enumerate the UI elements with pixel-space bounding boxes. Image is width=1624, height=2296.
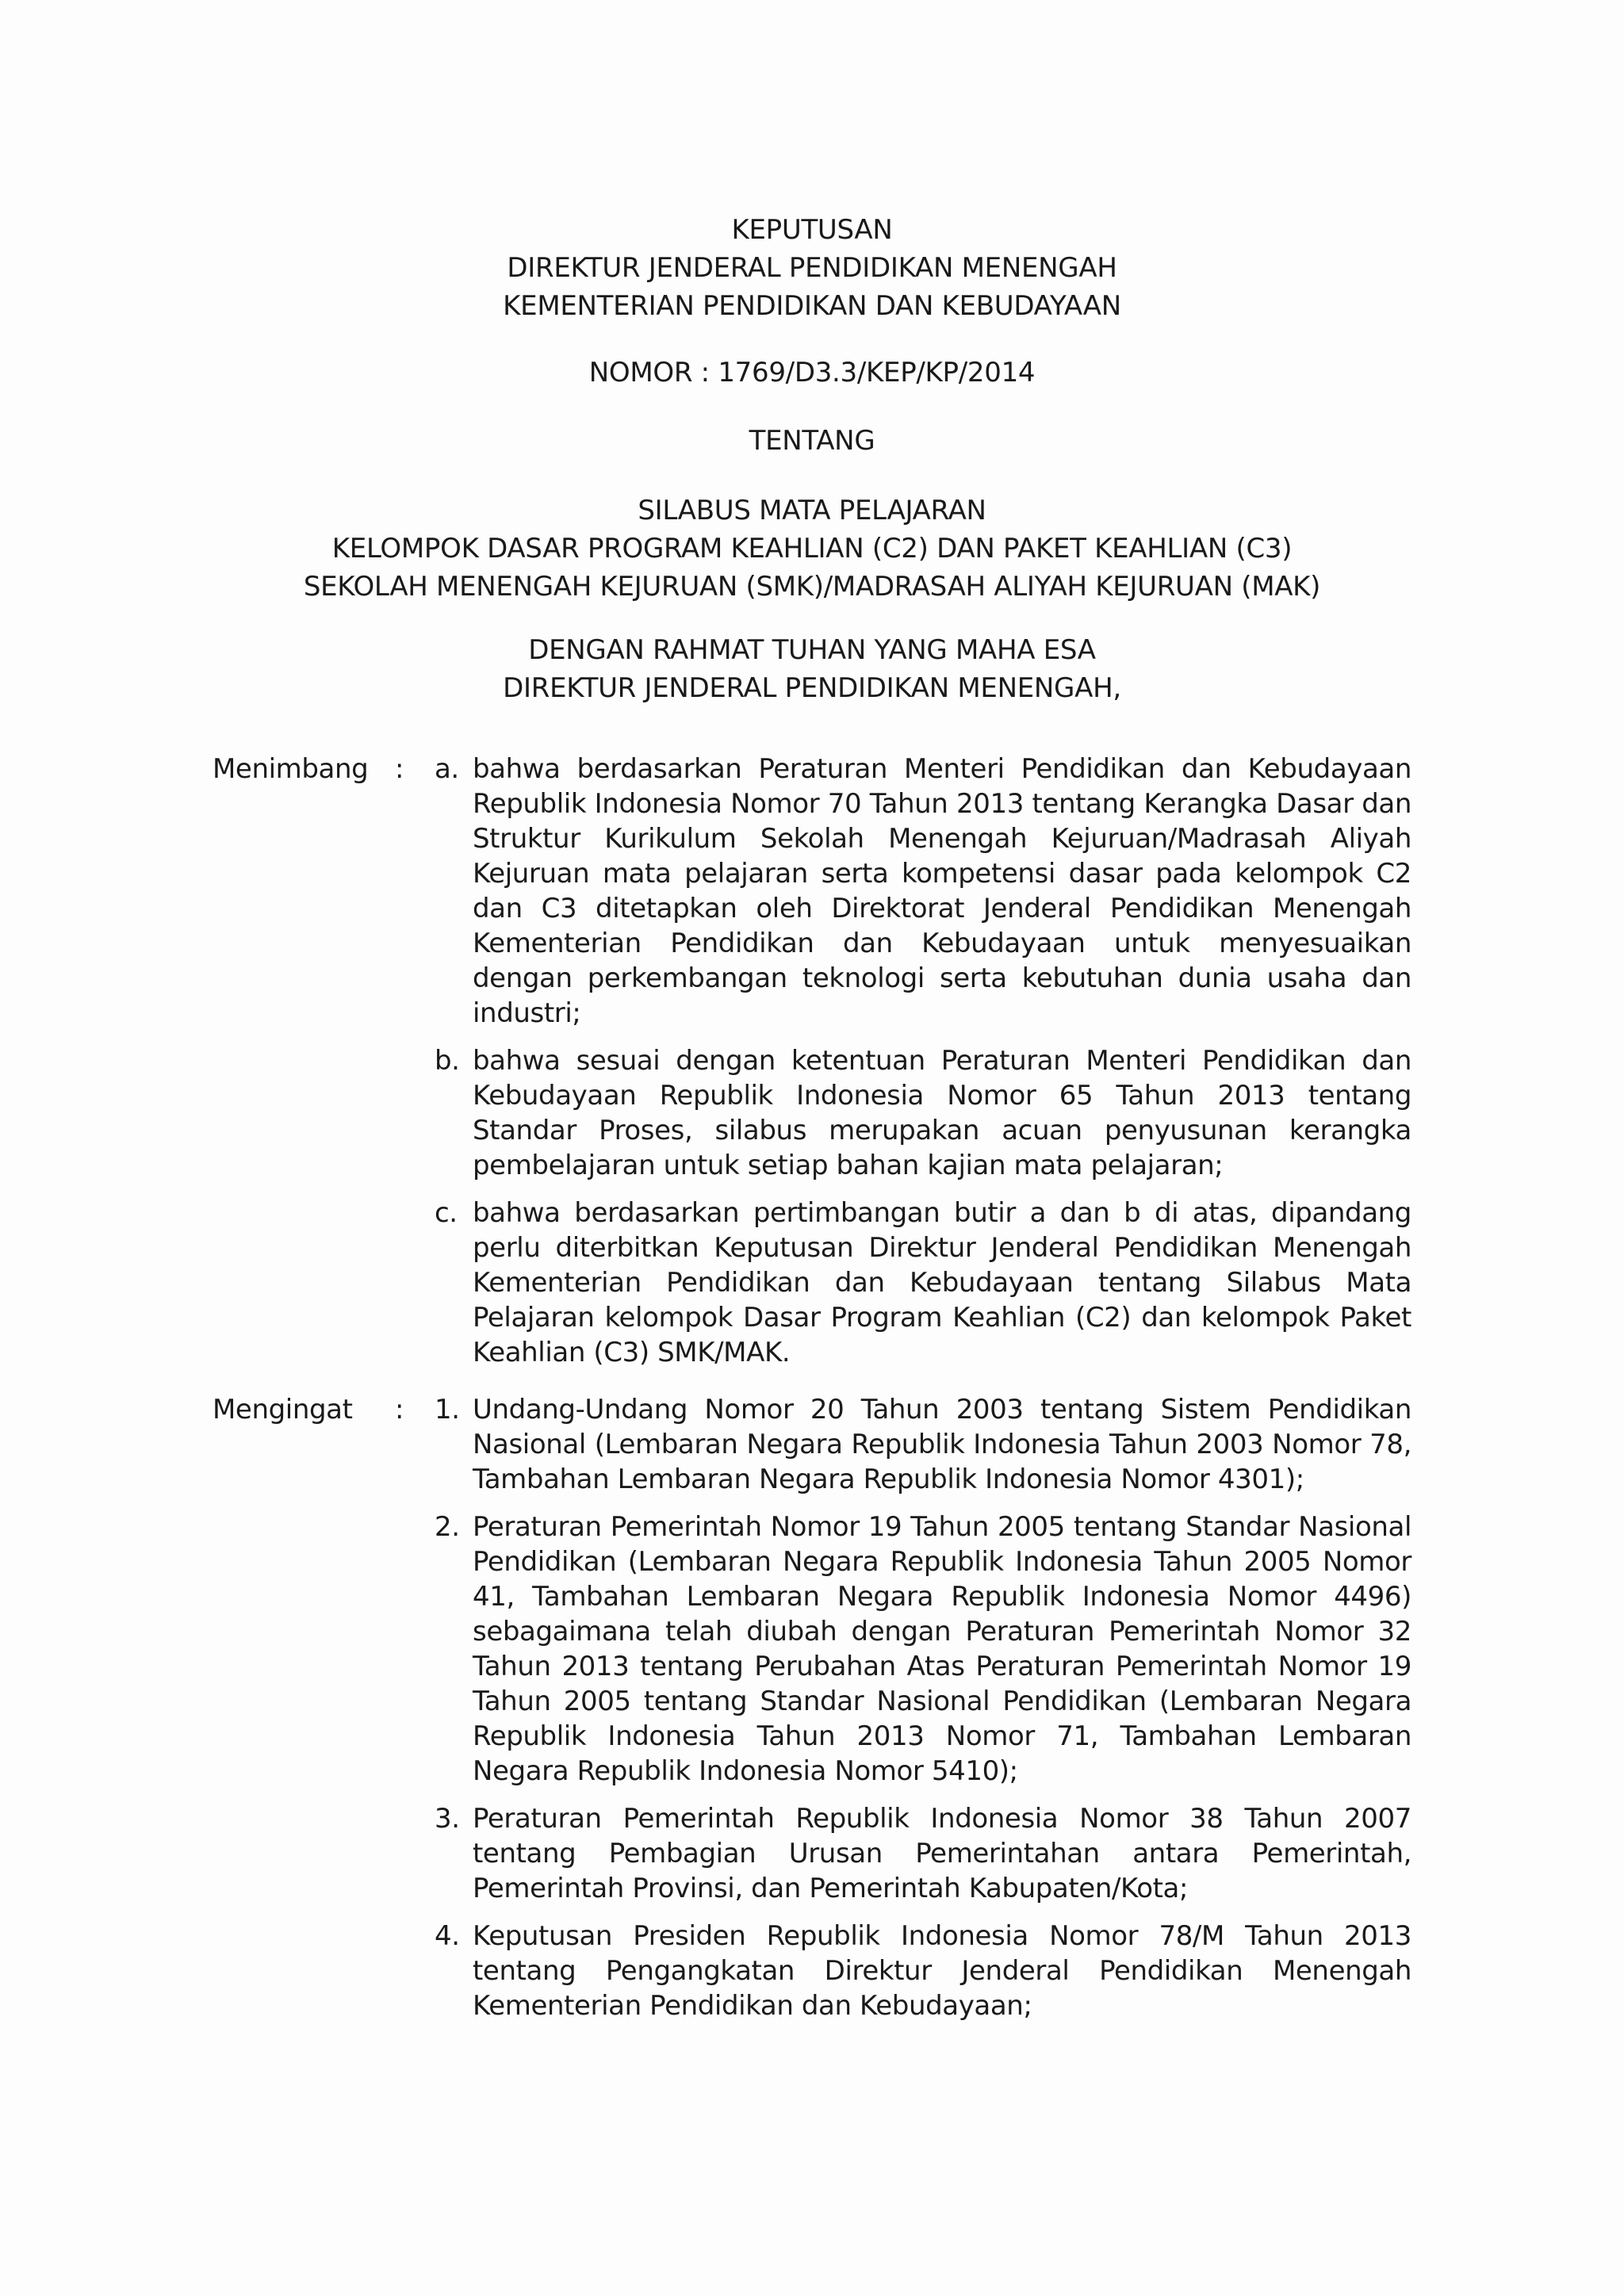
- title-issuer: DIREKTUR JENDERAL PENDIDIKAN MENENGAH: [507, 252, 1117, 284]
- mengingat-label: Mengingat: [213, 1394, 353, 1425]
- rahmat-line: DENGAN RAHMAT TUHAN YANG MAHA ESA: [528, 634, 1096, 666]
- menimbang-item-b: [435, 1043, 1411, 1183]
- decree-subject: [0, 492, 1624, 606]
- mengingat-item-4: [435, 1919, 1411, 2023]
- item-text: bahwa sesuai dengan ketentuan Peraturan Menteri Pendidikan dan Kebudayaan Republik Indonesia Nomor 65 Tahun 2013 tentang Standar Proses, silabus merupakan acuan penyusunan kerangka pembelajaran untuk setiap bahan kajian mata pelajaran;: [473, 1045, 1411, 1181]
- decree-number: [0, 354, 1624, 392]
- item-marker: 3.: [435, 1803, 460, 1835]
- menimbang-colon: :: [395, 753, 404, 785]
- subject-line-3: SEKOLAH MENENGAH KEJURUAN (SMK)/MADRASAH ALIYAH KEJURUAN (MAK): [303, 571, 1321, 603]
- mengingat-item-3: [435, 1801, 1411, 1906]
- signer-line: DIREKTUR JENDERAL PENDIDIKAN MENENGAH,: [503, 672, 1121, 704]
- item-text: bahwa berdasarkan pertimbangan butir a dan b di atas, dipandang perlu diterbitkan Keputusan Direktur Jenderal Pendidikan Menengah Kementerian Pendidikan dan Kebudayaan tentang Silabus Mata Pelajaran kelompok Dasar Program Keahlian (C2) dan kelompok Paket Keahlian (C3) SMK/MAK.: [473, 1197, 1411, 1368]
- item-marker: 2.: [435, 1511, 460, 1543]
- tentang-label: [0, 422, 1624, 460]
- item-marker: b.: [435, 1045, 460, 1077]
- title-keputusan: KEPUTUSAN: [731, 214, 893, 246]
- title-ministry: KEMENTERIAN PENDIDIKAN DAN KEBUDAYAAN: [503, 290, 1121, 322]
- item-text: Peraturan Pemerintah Nomor 19 Tahun 2005 tentang Standar Nasional Pendidikan (Lembaran Negara Republik Indonesia Tahun 2005 Nomor 41, Tambahan Lembaran Negara Republik Indonesia Nomor 4496) sebagaimana telah diubah dengan Peraturan Pemerintah Nomor 32 Tahun 2013 tentang Perubahan Atas Peraturan Pemerintah Nomor 19 Tahun 2005 tentang Standar Nasional Pendidikan (Lembaran Negara Republik Indonesia Tahun 2013 Nomor 71, Tambahan Lembaran Negara Republik Indonesia Nomor 5410);: [473, 1511, 1411, 1787]
- mengingat-item-2: [435, 1510, 1411, 1789]
- item-marker: a.: [435, 753, 459, 785]
- item-text: Keputusan Presiden Republik Indonesia Nomor 78/M Tahun 2013 tentang Pengangkatan Direktur Jenderal Pendidikan Menengah Kementerian Pendidikan dan Kebudayaan;: [473, 1920, 1411, 2022]
- item-text: Peraturan Pemerintah Republik Indonesia Nomor 38 Tahun 2007 tentang Pembagian Urusan Pemerintahan antara Pemerintah, Pemerintah Provinsi, dan Pemerintah Kabupaten/Kota;: [473, 1803, 1411, 1904]
- item-marker: 1.: [435, 1394, 460, 1425]
- item-text: bahwa berdasarkan Peraturan Menteri Pendidikan dan Kebudayaan Republik Indonesia Nomor 70 Tahun 2013 tentang Kerangka Dasar dan Struktur Kurikulum Sekolah Menengah Kejuruan/Madrasah Aliyah Kejuruan mata pelajaran serta kompetensi dasar pada kelompok C2 dan C3 ditetapkan oleh Direktorat Jenderal Pendidikan Menengah Kementerian Pendidikan dan Kebudayaan untuk menyesuaikan dengan perkembangan teknologi serta kebutuhan dunia usaha dan industri;: [473, 753, 1411, 1029]
- mengingat-colon: :: [395, 1394, 404, 1425]
- menimbang-label: Menimbang: [213, 753, 369, 785]
- mengingat-item-1: [435, 1392, 1411, 1497]
- menimbang-section: [213, 752, 1411, 1383]
- menimbang-item-a: [435, 752, 1411, 1031]
- document-title-block: [0, 211, 1624, 325]
- mengingat-section: [213, 1392, 1411, 2036]
- item-marker: 4.: [435, 1920, 460, 1952]
- preamble: [0, 631, 1624, 707]
- tentang-text: TENTANG: [749, 425, 875, 457]
- decree-number-text: NOMOR : 1769/D3.3/KEP/KP/2014: [588, 357, 1036, 388]
- item-text: Undang-Undang Nomor 20 Tahun 2003 tentang Sistem Pendidikan Nasional (Lembaran Negara Republik Indonesia Tahun 2003 Nomor 78, Tambahan Lembaran Negara Republik Indonesia Nomor 4301);: [473, 1394, 1411, 1495]
- item-marker: c.: [435, 1197, 458, 1229]
- menimbang-item-c: [435, 1196, 1411, 1370]
- subject-line-2: KELOMPOK DASAR PROGRAM KEAHLIAN (C2) DAN PAKET KEAHLIAN (C3): [331, 533, 1293, 564]
- subject-line-1: SILABUS MATA PELAJARAN: [638, 495, 986, 526]
